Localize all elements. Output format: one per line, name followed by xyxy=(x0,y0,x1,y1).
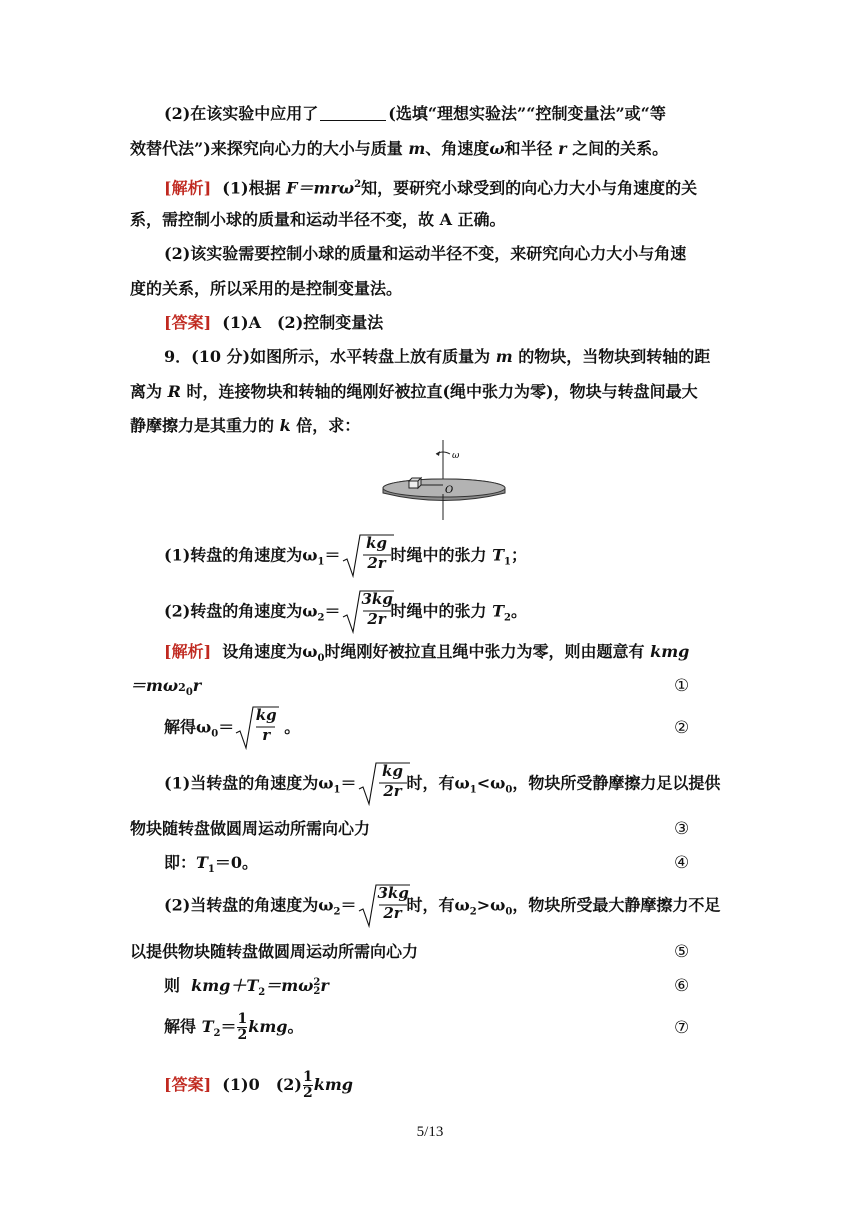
analysis-tag: [解析] xyxy=(164,642,212,661)
sqrt-kg-r: kg r xyxy=(235,706,283,750)
analysis-9-line8: 以提供物块随转盘做圆周运动所需向心力 xyxy=(130,942,419,961)
equation-number: ⑦ xyxy=(674,1018,690,1038)
analysis-9-line2: $=m\omega 2_0r$ xyxy=(130,676,202,699)
analysis-9-line7: (2)当转盘的角速度为$\omega_2=$ 3kg 2r 时，有$\omega_2>\omega_0$，物块所受最大静摩擦力不足 xyxy=(164,884,734,928)
fill-in-blank xyxy=(320,104,386,121)
turntable-figure xyxy=(380,440,510,526)
question-9-line2: 离为 R 时，连接物块和转轴的绳刚好被拉直(绳中张力为零)，物块与转盘间最大 xyxy=(130,382,698,401)
equation-number: ⑤ xyxy=(674,942,690,962)
analysis-8-line4: 度的关系，所以采用的是控制变量法。 xyxy=(130,279,403,298)
center-label: O xyxy=(445,485,454,496)
question-8-part2-line2: 效替代法”)来探究向心力的大小与质量 m、角速度ω和半径 r 之间的关系。 xyxy=(130,139,669,158)
answer-tag: [答案] xyxy=(164,313,212,332)
page-number: 5/13 xyxy=(416,1124,444,1140)
omega-label: ω xyxy=(452,451,460,461)
question-9-line3: 静摩擦力是其重力的 k 倍，求： xyxy=(130,416,361,435)
fraction-one-half: $\frac{1}{2}$ xyxy=(237,1011,248,1043)
question-8-part2-line1: (2)在该实验中应用了 (选填“理想实验法”“控制变量法”或“等 xyxy=(164,104,666,123)
sqrt-kg-2r: kg 2r xyxy=(342,534,390,578)
analysis-9-line5: 物块随转盘做圆周运动所需向心力 xyxy=(130,819,371,838)
analysis-8-line3: (2)该实验需要控制小球的质量和运动半径不变，来研究向心力大小与角速 xyxy=(164,244,687,263)
equation-number: ④ xyxy=(674,853,690,873)
sqrt-kg-2r: kg 2r xyxy=(358,762,406,806)
analysis-9-line1: [解析] 设角速度为$\omega_0$时绳刚好被拉直且绳中张力为零，则由题意有 kmg xyxy=(164,642,690,665)
question-9-sub1: (1)转盘的角速度为$\omega_1=$ kg 2r 时绳中的张力 $T_1$； xyxy=(164,534,734,578)
analysis-8-line1: [解析] (1)根据 F＝mrω$^2$知，要研究小球受到的向心力大小与角速度的关 xyxy=(164,178,698,198)
question-9-line1: 9．(10 分)如图所示，水平转盘上放有质量为 m 的物块，当物块到转轴的距 xyxy=(164,347,711,366)
question-9-sub2: (2)转盘的角速度为$\omega_2=$ 3kg 2r 时绳中的张力 $T_2$。 xyxy=(164,590,734,634)
analysis-9-line4: (1)当转盘的角速度为$\omega_1=$ kg 2r 时，有$\omega_1<\omega_0$，物块所受静摩擦力足以提供 xyxy=(164,762,734,806)
analysis-8-line2: 系，需控制小球的质量和运动半径不变，故 A 正确。 xyxy=(130,210,506,229)
turntable-diagram xyxy=(380,440,510,526)
analysis-tag: [解析] xyxy=(164,178,212,198)
sqrt-3kg-2r: 3kg 2r xyxy=(358,884,406,928)
analysis-9-line6: 即：$T_1=0$。 xyxy=(164,853,259,876)
sqrt-3kg-2r: 3kg 2r xyxy=(342,590,390,634)
equation-number: ② xyxy=(674,718,690,738)
equation-number: ③ xyxy=(674,819,690,839)
analysis-9-line9: 则 $kmg+T_2=m\omega$ 2 2 r xyxy=(164,976,329,999)
answer-9: [答案] (1)0 (2) $\frac{1}{2}$ kmg xyxy=(164,1069,353,1101)
equation-number: ① xyxy=(674,676,690,696)
equation-number: ⑥ xyxy=(674,976,690,996)
analysis-9-line10: 解得 $T_2=$ $\frac{1}{2}$ kmg。 xyxy=(164,1011,304,1043)
answer-8: [答案] (1)A (2)控制变量法 xyxy=(164,313,384,332)
answer-tag: [答案] xyxy=(164,1075,212,1094)
fraction-one-half: $\frac{1}{2}$ xyxy=(302,1069,313,1101)
analysis-9-line3: 解得$\omega_0=$ kg r 。 xyxy=(164,706,734,750)
